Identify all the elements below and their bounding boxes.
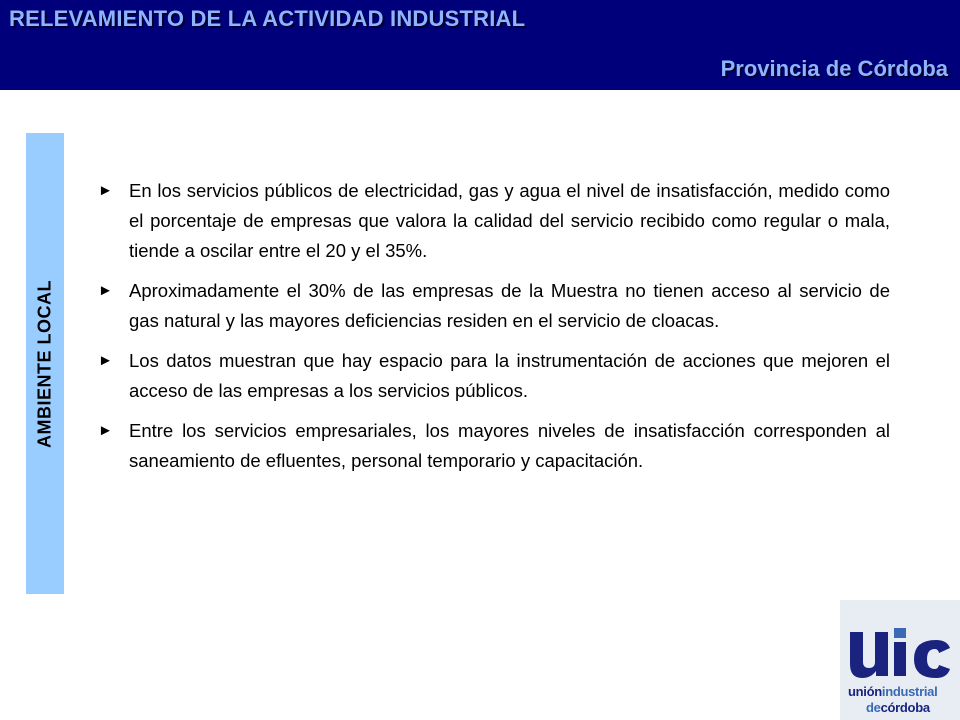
- section-label: AMBIENTE LOCAL: [34, 279, 55, 448]
- bullet-text: Aproximadamente el 30% de las empresas de la Muestra no tienen acceso al servicio de gas natural y las mayores deficiencias residen en el servicio de cloacas.: [129, 280, 890, 331]
- section-side-bar: [26, 133, 64, 594]
- bullet-item: [98, 346, 890, 406]
- arrow-bullet-icon: ►: [98, 422, 113, 439]
- header-banner: [0, 0, 960, 90]
- uic-logo-mark-icon: [846, 622, 956, 682]
- bullet-text: En los servicios públicos de electricidad, gas y agua el nivel de insatisfacción, medido como el porcentaje de empresas que valora la calidad del servicio recibido como regular o mala, tiende a oscilar entre el 20 y el 35%.: [129, 180, 890, 261]
- arrow-bullet-icon: ►: [98, 352, 113, 369]
- logo-wordmark-line2: decórdoba: [866, 700, 930, 715]
- page-title: RELEVAMIENTO DE LA ACTIVIDAD INDUSTRIAL: [9, 6, 526, 31]
- bullet-item: [98, 176, 890, 266]
- arrow-bullet-icon: ►: [98, 182, 113, 199]
- bullet-text: Los datos muestran que hay espacio para la instrumentación de acciones que mejoren el acceso de las empresas a los servicios públicos.: [129, 350, 890, 401]
- page-subtitle: Provincia de Córdoba: [720, 56, 948, 81]
- uic-logo: [840, 600, 960, 720]
- bullet-text: Entre los servicios empresariales, los mayores niveles de insatisfacción corresponden al saneamiento de efluentes, personal temporario y capacitación.: [129, 420, 890, 471]
- bullet-item: [98, 276, 890, 336]
- bullet-list: [98, 176, 890, 486]
- logo-wordmark-line1: uniónindustrial: [848, 684, 938, 699]
- bullet-item: [98, 416, 890, 476]
- arrow-bullet-icon: ►: [98, 282, 113, 299]
